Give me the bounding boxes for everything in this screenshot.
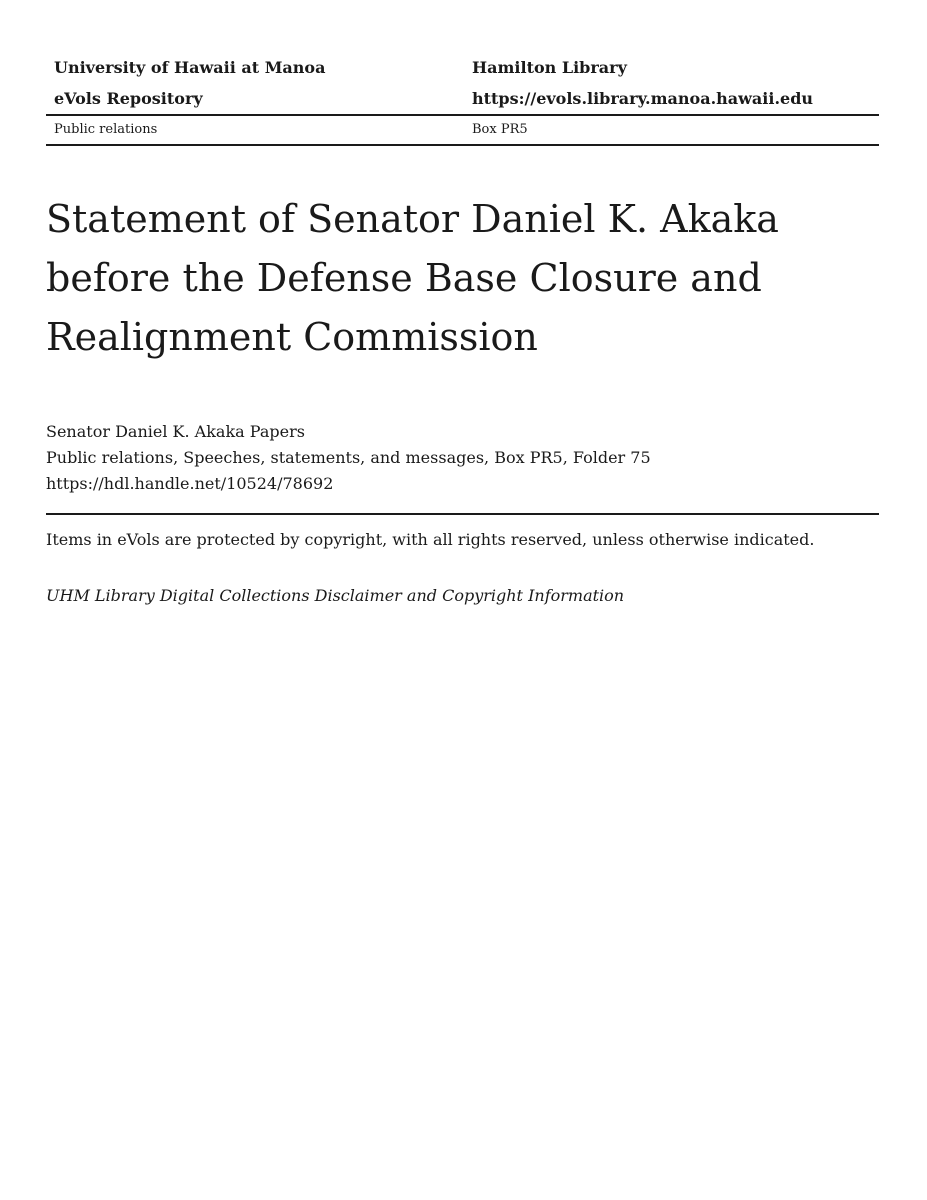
collection-series: Public relations	[54, 122, 158, 137]
collection-name: Senator Daniel K. Akaka Papers	[46, 422, 305, 441]
disclaimer-link[interactable]: UHM Library Digital Collections Disclaimer and Copyright Information	[46, 586, 625, 605]
header-row-institution	[46, 52, 879, 83]
header-row-repository	[46, 83, 879, 114]
institution-name: University of Hawaii at Manoa	[54, 58, 326, 77]
repository-name: eVols Repository	[54, 89, 203, 108]
header-row-series	[46, 114, 879, 146]
box-label: Box PR5	[472, 122, 528, 137]
repository-url-link[interactable]: https://evols.library.manoa.hawaii.edu	[472, 89, 814, 108]
document-title: Statement of Senator Daniel K. Akaka before the Defense Base Closure and Realignment Commission	[46, 197, 779, 359]
library-name: Hamilton Library	[472, 58, 627, 77]
handle-link[interactable]: https://hdl.handle.net/10524/78692	[46, 474, 334, 493]
folder-location: Public relations, Speeches, statements, and messages, Box PR5, Folder 75	[46, 448, 651, 467]
rights-statement: Items in eVols are protected by copyright, with all rights reserved, unless otherwise indicated.	[46, 530, 815, 549]
document-header	[46, 52, 879, 146]
divider	[46, 513, 879, 515]
document-metadata	[46, 419, 651, 497]
